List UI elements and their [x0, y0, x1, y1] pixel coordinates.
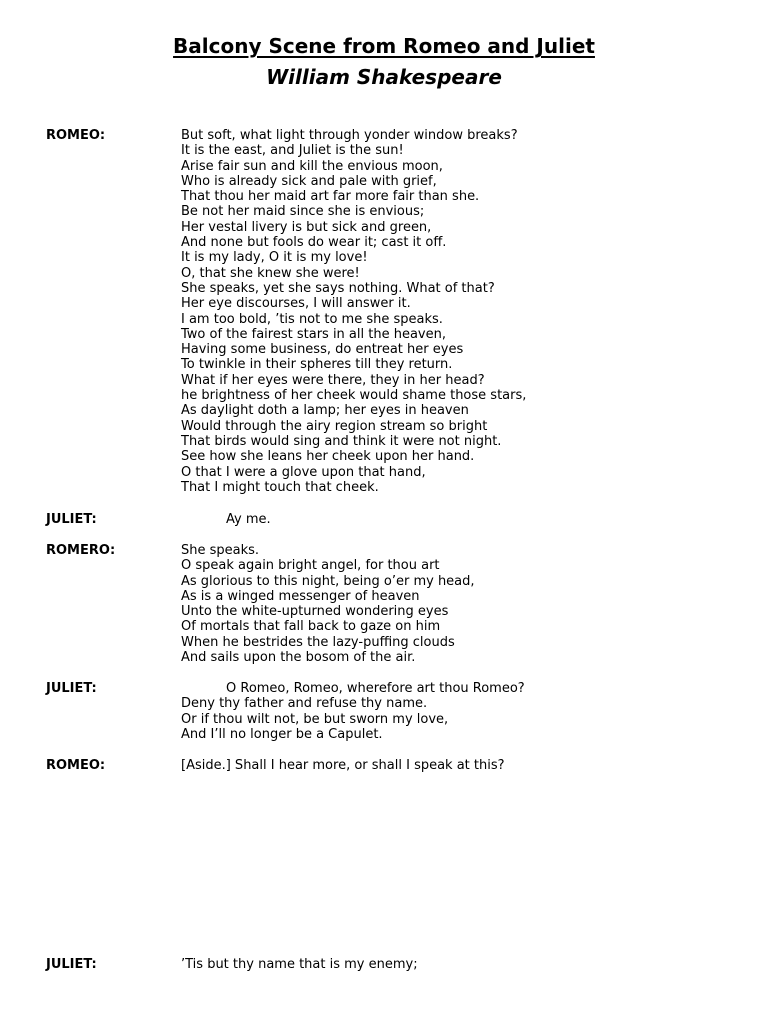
speech-line: Would through the airy region stream so bright — [181, 418, 488, 434]
speech-line: Her eye discourses, I will answer it. — [181, 296, 411, 312]
speech-lines — [181, 543, 741, 665]
speech-line: Her vestal livery is but sick and green, — [181, 219, 432, 235]
speech-line: O that I were a glove upon that hand, — [181, 464, 426, 480]
speech-line: As daylight doth a lamp; her eyes in heaven — [181, 403, 469, 419]
speech-lines — [181, 957, 741, 972]
speech-line: Deny thy father and refuse thy name. — [181, 696, 428, 712]
speech-line: To twinkle in their spheres till they return. — [181, 357, 453, 373]
speech-line: That I might touch that cheek. — [181, 479, 379, 495]
speech-line: he brightness of her cheek would shame those stars, — [181, 388, 527, 404]
author-name: William Shakespeare — [266, 65, 502, 89]
speech-line: Who is already sick and pale with grief, — [181, 173, 437, 189]
speech-line: That birds would sing and think it were not night. — [181, 433, 502, 449]
speech-line: But soft, what light through yonder window breaks? — [181, 128, 518, 143]
speech-line: Ay me. — [226, 512, 271, 527]
speech-line: Of mortals that fall back to gaze on him — [181, 619, 441, 635]
speech-lines — [181, 512, 741, 527]
speech-line: She speaks, yet she says nothing. What of that? — [181, 280, 495, 296]
speech-line: Unto the white-upturned wondering eyes — [181, 604, 449, 620]
speech-line: When he bestrides the lazy-puffing clouds — [181, 634, 455, 650]
speech-line: What if her eyes were there, they in her head? — [181, 372, 485, 388]
speaker-label: ROMEO: — [46, 758, 106, 773]
speaker-label: ROMERO: — [46, 543, 116, 558]
speech-line: ’Tis but thy name that is my enemy; — [181, 957, 418, 972]
speech-lines — [181, 758, 741, 773]
speaker-label: JULIET: — [46, 512, 97, 527]
speech-line: And none but fools do wear it; cast it off. — [181, 235, 447, 251]
page-title: Balcony Scene from Romeo and Juliet — [173, 34, 595, 58]
speech-line: O speak again bright angel, for thou art — [181, 558, 440, 574]
speech-line: Arise fair sun and kill the envious moon, — [181, 158, 443, 174]
speech-line: And I’ll no longer be a Capulet. — [181, 726, 383, 742]
speech-line: Or if thou wilt not, be but sworn my love, — [181, 711, 449, 727]
speech-line: Be not her maid since she is envious; — [181, 204, 425, 220]
speech-line: That thou her maid art far more fair than she. — [181, 189, 480, 205]
speech-line: As is a winged messenger of heaven — [181, 588, 420, 604]
speech-line: [Aside.] Shall I hear more, or shall I speak at this? — [181, 758, 505, 773]
speech-line: It is the east, and Juliet is the sun! — [181, 143, 404, 159]
speech-lines — [181, 681, 741, 742]
speech-line: She speaks. — [181, 543, 260, 558]
speaker-label: JULIET: — [46, 957, 97, 972]
speech-line: Having some business, do entreat her eyes — [181, 342, 464, 358]
speaker-label: ROMEO: — [46, 128, 106, 143]
speech-line: As glorious to this night, being o’er my head, — [181, 573, 475, 589]
speech-line: I am too bold, ’tis not to me she speaks. — [181, 311, 443, 327]
speech-line: See how she leans her cheek upon her hand. — [181, 449, 475, 465]
speaker-label: JULIET: — [46, 681, 97, 696]
speech-line: Two of the fairest stars in all the heaven, — [181, 326, 446, 342]
speech-line: It is my lady, O it is my love! — [181, 250, 368, 266]
speech-lines — [181, 128, 741, 495]
speech-line: O, that she knew she were! — [181, 265, 360, 281]
speech-line: And sails upon the bosom of the air. — [181, 650, 416, 666]
speech-line: O Romeo, Romeo, wherefore art thou Romeo? — [226, 681, 525, 696]
